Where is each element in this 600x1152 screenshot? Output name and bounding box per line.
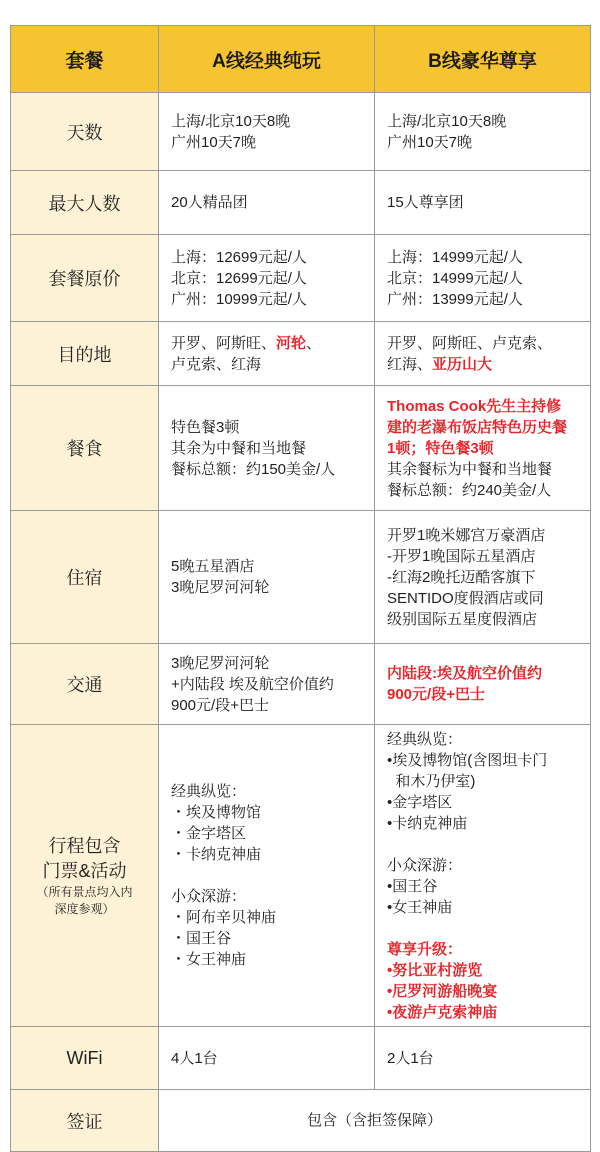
row-meals [11, 386, 591, 511]
meals-a: 特色餐3顿 其余为中餐和当地餐 餐标总额：约150美金/人 [159, 386, 375, 511]
price-a: 上海：12699元起/人 北京：12699元起/人 广州：10999元起/人 [159, 235, 375, 322]
tickets-b-upgrade: 尊享升级： •努比亚村游览 •尼罗河游船晚宴 •夜游卢克索神庙 [387, 940, 498, 1021]
label-tickets: 行程包含 门票&活动 （所有景点均入内 深度参观） [11, 725, 159, 1027]
visa-value: 包含（含拒签保障） [159, 1090, 591, 1152]
header-row [11, 26, 591, 93]
label-destination: 目的地 [11, 322, 159, 386]
row-wifi [11, 1027, 591, 1090]
price-b: 上海：14999元起/人 北京：14999元起/人 广州：13999元起/人 [375, 235, 591, 322]
row-days [11, 93, 591, 171]
highlight-alexandria: 亚历山大 [432, 355, 493, 373]
label-price: 套餐原价 [11, 235, 159, 322]
tickets-a: 经典纵览： ・埃及博物馆 ・金字塔区 ・卡纳克神庙 小众深游： ・阿布辛贝神庙 ・国王谷 ・女王神庙 [159, 725, 375, 1027]
header-line-a: A线经典纯玩 [159, 26, 375, 93]
wifi-b: 2人1台 [375, 1027, 591, 1090]
transport-a: 3晚尼罗河河轮 +内陆段 埃及航空价值约 900元/段+巴士 [159, 644, 375, 725]
row-tickets [11, 725, 591, 1027]
row-visa [11, 1090, 591, 1152]
label-group-size: 最大人数 [11, 171, 159, 235]
highlight-river-cruise: 河轮 [276, 334, 307, 352]
label-visa: 签证 [11, 1090, 159, 1152]
comparison-table [10, 25, 591, 1152]
header-package: 套餐 [11, 26, 159, 93]
meals-b-highlight: Thomas Cook先生主持修 建的老瀑布饭店特色历史餐 1顿；特色餐3顿 [387, 397, 568, 457]
meals-b: Thomas Cook先生主持修 建的老瀑布饭店特色历史餐 1顿；特色餐3顿 其余餐标为中餐和当地餐 餐标总额：约240美金/人 [375, 386, 591, 511]
label-wifi: WiFi [11, 1027, 159, 1090]
row-transport [11, 644, 591, 725]
label-transport: 交通 [11, 644, 159, 725]
row-destination [11, 322, 591, 386]
days-b: 上海/北京10天8晚 广州10天7晚 [375, 93, 591, 171]
group-a: 20人精品团 [159, 171, 375, 235]
transport-b: 内陆段:埃及航空价值约 900元/段+巴士 [375, 644, 591, 725]
tickets-b: 经典纵览： •埃及博物馆(含图坦卡门 和木乃伊室) •金字塔区 •卡纳克神庙 小众深游： •国王谷 •女王神庙 尊享升级： •努比亚村游览 •尼罗河游船晚宴 •夜游卢克索神庙 [375, 725, 591, 1027]
label-meals: 餐食 [11, 386, 159, 511]
label-days: 天数 [11, 93, 159, 171]
row-hotel [11, 511, 591, 644]
destination-a: 开罗、阿斯旺、河轮、 卢克索、红海 [159, 322, 375, 386]
label-hotel: 住宿 [11, 511, 159, 644]
hotel-b: 开罗1晚米娜宫万豪酒店 -开罗1晚国际五星酒店 -红海2晚托迈酷客旗下 SENTIDO度假酒店或同 级别国际五星度假酒店 [375, 511, 591, 644]
row-group-size [11, 171, 591, 235]
days-a: 上海/北京10天8晚 广州10天7晚 [159, 93, 375, 171]
header-line-b: B线豪华尊享 [375, 26, 591, 93]
hotel-a: 5晚五星酒店 3晚尼罗河河轮 [159, 511, 375, 644]
destination-b: 开罗、阿斯旺、卢克索、 红海、亚历山大 [375, 322, 591, 386]
wifi-a: 4人1台 [159, 1027, 375, 1090]
group-b: 15人尊享团 [375, 171, 591, 235]
row-price [11, 235, 591, 322]
